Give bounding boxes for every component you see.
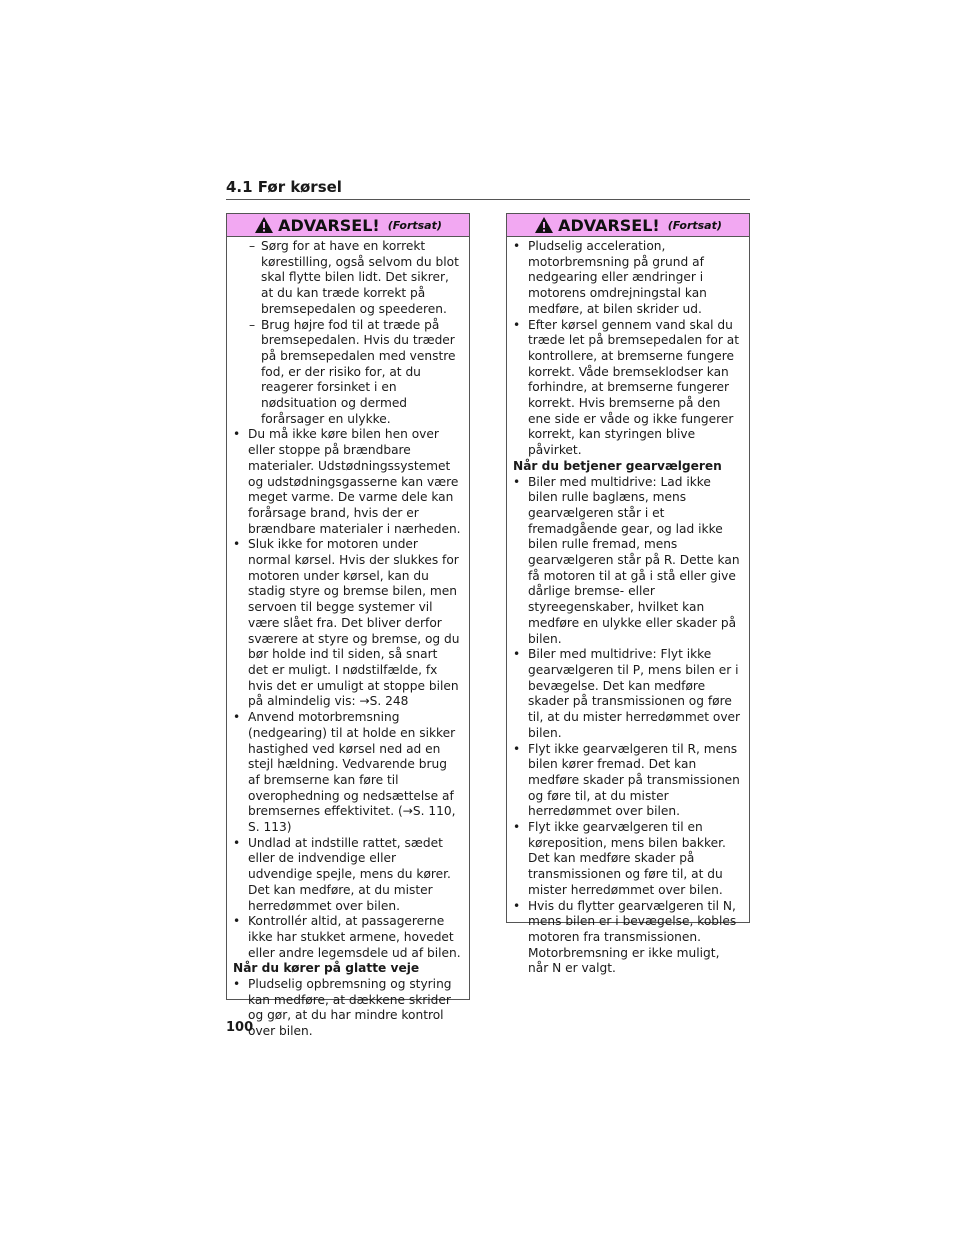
list-item: • Efter kørsel gennem vand skal du træde let på bremsepedalen for at kontrollere, at bremserne fungere korrekt. Våde bremseklodser kan forhindre, at bremserne fungerer korrekt. Hvis bremserne på den ene side er våde og ikke fungerer korrekt, kan styringen blive påvirket. [513, 317, 739, 458]
list-item: • Du må ikke køre bilen hen over eller stoppe på brændbare materialer. Udstødningssystemet og udstødningsgasserne kan være meget varme. De varme dele kan forårsage brand, hvis der er brændbare materialer i nærheden. [233, 427, 461, 536]
section-title: 4.1 Før kørsel [226, 178, 342, 196]
warning-body [507, 237, 749, 983]
list-item: • Hvis du flytter gearvælgeren til N, mens bilen er i bevægelse, kobles motoren fra transmissionen. Motorbremsning er ikke muligt, når N er valgt. [513, 898, 737, 976]
list-item: • Kontrollér altid, at passagererne ikke har stukket armene, hovedet eller andre legemsdele ud af bilen. [233, 914, 461, 960]
list-item: • Biler med multidrive: Flyt ikke gearvælgeren til P, mens bilen er i bevægelse. Det kan medføre skader på transmissionen og føre til, at du mister herredømmet over bilen. [513, 647, 741, 740]
list-item: • Sluk ikke for motoren under normal kørsel. Hvis der slukkes for motoren under kørsel, kan du stadig styre og bremse bilen, men servoen til begge systemer vil være slået fra. Det bliver derfor sværere at styre og bremse, og du bør holde ind til siden, så snart det er muligt. I nødstilfælde, fx hvis det er umuligt at stoppe bilen på almindelig vis: →S. 248 [233, 537, 460, 709]
section-divider [226, 199, 750, 200]
warning-triangle-icon [534, 216, 554, 234]
list-item: • Flyt ikke gearvælgeren til en køreposition, mens bilen bakker. Det kan medføre skader på transmissionen og føre til, at du mister herredømmet over bilen. [513, 820, 726, 897]
warning-triangle-icon [254, 216, 274, 234]
warning-continued: (Fortsat) [387, 218, 442, 232]
warning-title: ADVARSEL! [558, 215, 660, 235]
list-item: • Pludselig acceleration, motorbremsning på grund af nedgearing eller ændringer i motorens omdrejningstal kan medføre, at bilen skrider ud. [513, 239, 707, 316]
list-subitem: – Brug højre fod til at træde på bremsepedalen. Hvis du træder på bremsepedalen med venstre fod, er der risiko for, at du reagerer forsinket i en nødsituation og dermed forårsager en ulykke. [249, 317, 456, 426]
list-subitem: – Sørg for at have en korrekt kørestilling, også selvom du blot skal flytte bilen lidt. Det sikrer, at du kan træde korrekt på bremsepedalen og speederen. [249, 239, 459, 316]
list-item: • Anvend motorbremsning (nedgearing) til at holde en sikker hastighed ved kørsel ned ad en stejl hældning. Vedvarende brug af bremserne kan føre til overophedning og nedsættelse af bremsernes effektivitet. (→S. 110, S. 113) [233, 710, 456, 835]
warning-header [227, 214, 469, 237]
warning-header [507, 214, 749, 237]
page-number: 100 [226, 1020, 254, 1035]
warning-title: ADVARSEL! [278, 215, 380, 235]
list-item: • Flyt ikke gearvælgeren til R, mens bilen kører fremad. Det kan medføre skader på transmissionen og føre til, at du mister herredømmet over bilen. [513, 741, 740, 819]
warning-body [227, 237, 469, 1046]
subheading: Når du kører på glatte veje [233, 961, 420, 976]
warning-continued: (Fortsat) [667, 218, 722, 232]
list-item: • Biler med multidrive: Lad ikke bilen rulle baglæns, mens gearvælgeren står i et fremadgående gear, og lad ikke bilen rulle fremad, mens gearvælgeren står på R. Dette kan få motoren til at gå i stå eller give dårlige bremse- eller styreegenskaber, hvilket kan medføre en ulykke eller skader på bilen. [513, 474, 740, 646]
list-item: • Undlad at indstille rattet, sædet eller de indvendige eller udvendige spejle, mens du kører. Det kan medføre, at du mister herredømmet over bilen. [233, 835, 451, 913]
list-item: • Pludselig opbremsning og styring kan medføre, at dækkene skrider og gør, at du har mindre kontrol over bilen. [233, 977, 452, 1039]
subheading: Når du betjener gearvælgeren [513, 458, 722, 473]
warning-box-right [506, 213, 750, 976]
